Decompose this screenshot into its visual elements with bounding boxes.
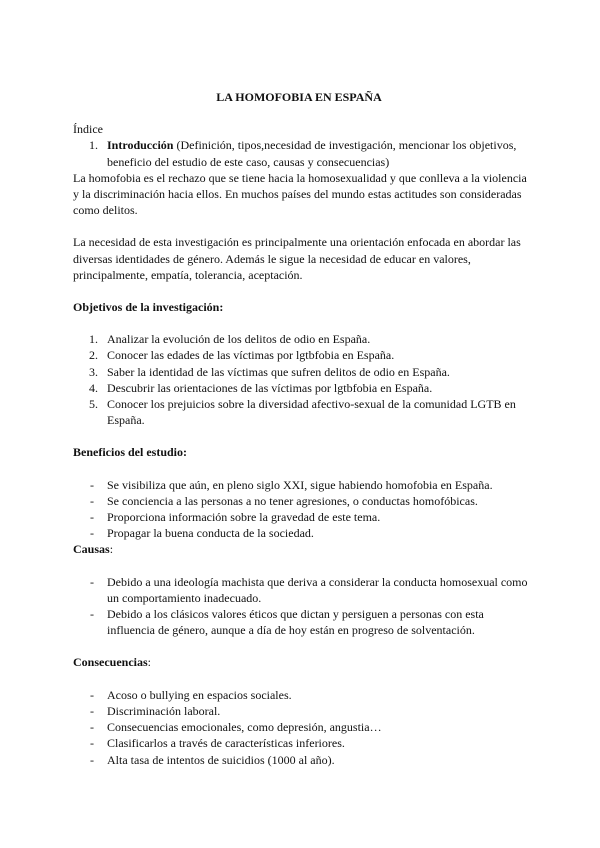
- objectives-list: [73, 331, 533, 428]
- list-item-text: Se conciencia a las personas a no tener agresiones, o conductas homofóbicas.: [107, 493, 478, 508]
- dash-bullet: -: [90, 526, 94, 541]
- list-item-text: Debido a una ideología machista que deriva a considerar la conducta homosexual como un comportamiento inadecuado.: [107, 574, 528, 605]
- list-item: [73, 477, 533, 493]
- list-item: [73, 509, 533, 525]
- list-item: [73, 719, 533, 735]
- list-number: 2.: [89, 348, 98, 363]
- list-item: [73, 331, 533, 347]
- intro-paragraph: La necesidad de esta investigación es principalmente una orientación enfocada en abordar las diversas identidades de género. Además le sigue la necesidad de educar en valores, principalmente, empatía, tolerancia, aceptación.: [73, 235, 521, 282]
- list-number: 4.: [89, 380, 98, 395]
- list-item-text: Saber la identidad de las víctimas que sufren delitos de odio en España.: [107, 364, 450, 379]
- list-item-text: Alta tasa de intentos de suicidios (1000 al año).: [107, 752, 335, 767]
- document-title: LA HOMOFOBIA EN ESPAÑA: [216, 90, 382, 104]
- list-number: 5.: [89, 397, 98, 412]
- dash-bullet: -: [90, 574, 94, 589]
- index-item-description: (Definición, tipos,necesidad de investigación, mencionar los objetivos, beneficio del estudio de este caso, causas y consecuencias): [107, 138, 517, 169]
- list-number: 3.: [89, 364, 98, 379]
- dash-bullet: -: [90, 687, 94, 702]
- list-number: 1.: [89, 332, 98, 347]
- list-item: [73, 687, 533, 703]
- objectives-heading: Objetivos de la investigación:: [73, 300, 224, 315]
- dash-bullet: -: [90, 493, 94, 508]
- list-item-text: Clasificarlos a través de características inferiores.: [107, 736, 345, 751]
- consequences-heading: [73, 654, 533, 670]
- spacer: [73, 671, 533, 687]
- list-item: [73, 396, 533, 428]
- list-item-text: Debido a los clásicos valores éticos que dictan y persiguen a personas con esta influencia de género, aunque a día de hoy están en progreso de solventación.: [107, 607, 484, 638]
- list-item-text: Acoso o bullying en espacios sociales.: [107, 687, 292, 702]
- list-item: [73, 735, 533, 751]
- list-item: [73, 380, 533, 396]
- intro-paragraph: La homofobia es el rechazo que se tiene hacia la homosexualidad y que conlleva a la violencia y la discriminación hacia ellos. En muchos países del mundo estas actitudes son consideradas como delitos.: [73, 170, 527, 218]
- spacer: [73, 558, 533, 574]
- consequences-list: [73, 687, 533, 768]
- benefits-heading: Beneficios del estudio:: [73, 445, 187, 460]
- index-list: [73, 137, 533, 169]
- list-item: [73, 606, 533, 638]
- dash-bullet: -: [90, 607, 94, 622]
- dash-bullet: -: [90, 720, 94, 735]
- list-item: [73, 703, 533, 719]
- heading-colon: :: [147, 655, 152, 670]
- dash-bullet: -: [90, 510, 94, 525]
- spacer: [73, 638, 533, 654]
- dash-bullet: -: [90, 703, 94, 718]
- list-item-text: Descubrir las orientaciones de las víctimas por lgtbfobia en España.: [107, 380, 433, 395]
- list-item-text: Se visibiliza que aún, en pleno siglo XXI, sigue habiendo homofobia en España.: [107, 477, 493, 492]
- heading-colon: :: [109, 542, 114, 557]
- consequences-heading-text: Consecuencias: [73, 655, 148, 670]
- list-item-text: Discriminación laboral.: [107, 703, 221, 718]
- spacer: [73, 461, 533, 477]
- spacer: [73, 428, 533, 444]
- document-body: [73, 89, 533, 768]
- index-label: Índice: [73, 122, 103, 137]
- dash-bullet: -: [90, 736, 94, 751]
- dash-bullet: -: [90, 752, 94, 767]
- list-item-text: Consecuencias emocionales, como depresión, angustia…: [107, 720, 382, 735]
- list-item-text: Conocer las edades de las víctimas por lgtbfobia en España.: [107, 348, 395, 363]
- index-item-title: Introducción: [107, 138, 174, 153]
- list-item-text: Propagar la buena conducta de la sociedad.: [107, 526, 314, 541]
- list-item: [73, 364, 533, 380]
- index-item: [73, 137, 533, 169]
- spacer: [73, 315, 533, 331]
- list-number: 1.: [89, 138, 98, 153]
- list-item-text: Proporciona información sobre la gravedad de este tema.: [107, 510, 381, 525]
- spacer: [73, 283, 533, 299]
- list-item: [73, 493, 533, 509]
- list-item: [73, 525, 533, 541]
- list-item-text: Analizar la evolución de los delitos de odio en España.: [107, 332, 371, 347]
- spacer: [73, 218, 533, 234]
- benefits-list: [73, 477, 533, 542]
- dash-bullet: -: [90, 477, 94, 492]
- list-item-text: Conocer los prejuicios sobre la diversidad afectivo-sexual de la comunidad LGTB en España.: [107, 397, 516, 428]
- list-item: [73, 574, 533, 606]
- causes-heading-text: Causas: [73, 542, 110, 557]
- list-item: [73, 347, 533, 363]
- list-item: [73, 752, 533, 768]
- causes-heading: [73, 541, 533, 557]
- causes-list: [73, 574, 533, 639]
